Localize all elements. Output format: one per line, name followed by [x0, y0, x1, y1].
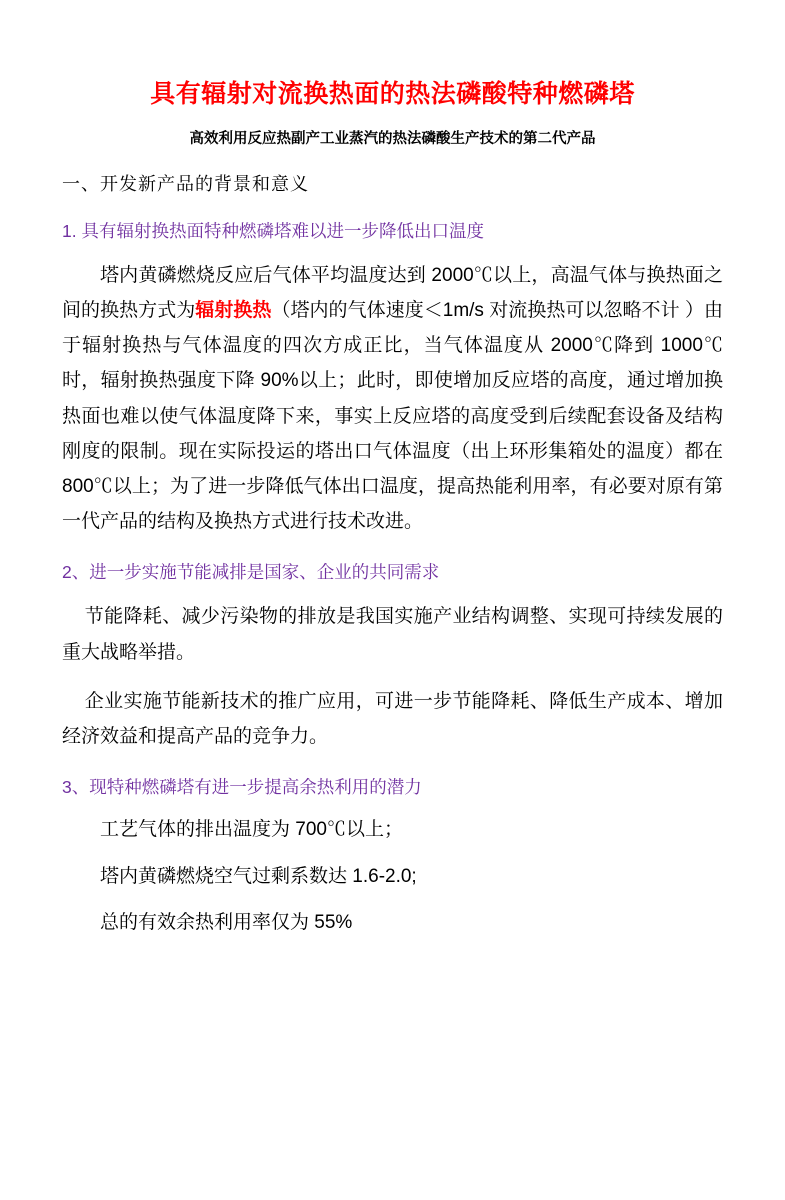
- paragraph-1: [62, 258, 723, 539]
- page-title: 具有辐射对流换热面的热法磷酸特种燃磷塔: [150, 80, 635, 108]
- subsection-heading-3: 3、现特种燃磷塔有进一步提高余热利用的潜力: [62, 776, 422, 797]
- subsection-heading-2: 2、进一步实施节能减排是国家、企业的共同需求: [62, 562, 440, 583]
- paragraph-2a: 节能降耗、减少污染物的排放是我国实施产业结构调整、实现可持续发展的重大战略举措。: [62, 606, 723, 663]
- paragraph-1-part-a: 塔内黄磷燃烧反应后气体平均温度达到 2000℃以上，高温气体与换热面之间的换热方式为: [62, 265, 723, 322]
- paragraph-2b: 企业实施节能新技术的推广应用，可进一步节能降耗、降低生产成本、增加经济效益和提高产品的竞争力。: [62, 690, 723, 747]
- list-item: 总的有效余热利用率仅为 55%: [100, 911, 353, 933]
- list-item: 工艺气体的排出温度为 700℃以上；: [100, 819, 403, 841]
- paragraph-1-highlight: 辐射换热: [195, 300, 272, 322]
- paragraph-1-part-b: （塔内的气体速度＜1m/s 对流换热可以忽略不计 ）由于辐射换热与气体温度的四次方成正比，当气体温度从 2000℃降到 1000℃时，辐射换热强度下降 90%以上；此时，即使增加反应塔的高度，通过增加换热面也难以使气体温度降下来，事实上反应塔的高度受到后续配套设备及结构刚度的限制。现在实际投运的塔出口气体温度（出上环形集箱处的温度）都在 800℃以上；为了进一步降低气体出口温度，提高热能利用率，有必要对原有第一代产品的结构及换热方式进行技术改进。: [62, 300, 723, 533]
- subsection-heading-1: 1. 具有辐射换热面特种燃磷塔难以进一步降低出口温度: [62, 220, 484, 241]
- page-subtitle: 高效利用反应热副产工业蒸汽的热法磷酸生产技术的第二代产品: [189, 130, 596, 147]
- potential-list: [62, 814, 723, 939]
- list-item: 塔内黄磷燃烧空气过剩系数达 1.6-2.0;: [100, 865, 417, 887]
- section-heading: 一、开发新产品的背景和意义: [62, 173, 309, 194]
